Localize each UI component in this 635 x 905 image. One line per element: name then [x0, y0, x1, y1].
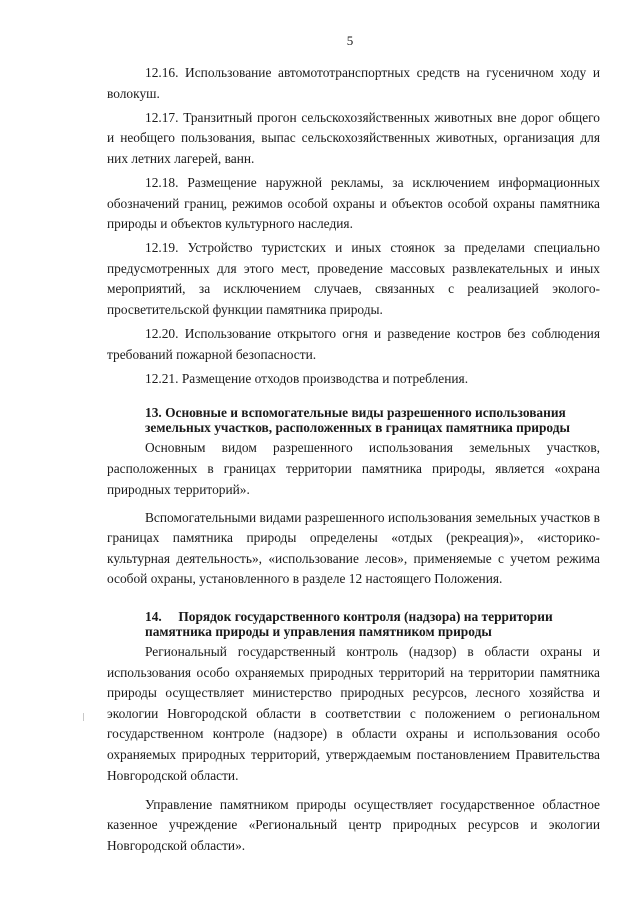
section-13-paragraph-1: Основным видом разрешенного использования земельных участков, расположенных в границах территории памятника природы, является «охрана природных территорий». [107, 440, 600, 497]
scan-artifact [83, 713, 84, 721]
page-number: 5 [346, 33, 354, 48]
section-14-number: 14. [145, 609, 162, 625]
paragraph-12-16: 12.16. Использование автомототранспортных средств на гусеничном ходу и волокуш. [107, 65, 600, 101]
section-13-title: Основные и вспомогательные виды разрешенного использования земельных участков, расположенных в границах памятника природы [145, 405, 570, 436]
section-13-heading [107, 405, 600, 435]
paragraph-12-18: 12.18. Размещение наружной рекламы, за исключением информационных обозначений границ, режимов особой охраны и объектов особой охраны памятника природы и объектов культурного наследия. [107, 174, 600, 232]
paragraph-12-17: 12.17. Транзитный прогон сельскохозяйственных животных вне дорог общего и необщего пользования, выпас сельскохозяйственных животных, организация для них летних лагерей, ванн. [107, 109, 600, 166]
section-13-paragraph-2: Вспомогательными видами разрешенного использования земельных участков в границах памятника природы определены «отдых (рекреация)», «историко-культурная деятельность», «использование лесов», применяемые с учетом режима особой охраны, установленного в разделе 12 настоящего Положения. [107, 509, 600, 587]
section-14-paragraph-2: Управление памятником природы осуществляет государственное областное казенное учреждение «Региональный центр природных ресурсов и экологии Новгородской области». [107, 796, 600, 853]
document-body [107, 63, 600, 860]
section-14-paragraph-1: Региональный государственный контроль (надзор) в области охраны и использования особо охраняемых природных территорий на территории памятника природы осуществляет министерство природных ресурсов, лесного хозяйства и экологии Новгородской области в соответствии с положением о региональном государственном контроле (надзоре) в области охраны и использования особо охраняемых природных территорий, утверждаемым постановлением Правительства Новгородской области. [107, 644, 600, 783]
section-14-title: Порядок государственного контроля (надзора) на территории памятника природы и управления памятником природы [145, 609, 553, 640]
paragraph-12-19: 12.19. Устройство туристских и иных стоянок за пределами специально предусмотренных для этого мест, проведение массовых развлекательных и иных мероприятий, за исключением случаев, связанных с реализацией эколого-просветительской функции памятника природы. [107, 240, 600, 318]
section-14-heading [107, 609, 600, 639]
paragraph-12-21: 12.21. Размещение отходов производства и потребления. [145, 370, 469, 386]
section-13-number: 13. [145, 405, 162, 421]
paragraph-12-20: 12.20. Использование открытого огня и разведение костров без соблюдения требований пожарной безопасности. [107, 326, 600, 362]
